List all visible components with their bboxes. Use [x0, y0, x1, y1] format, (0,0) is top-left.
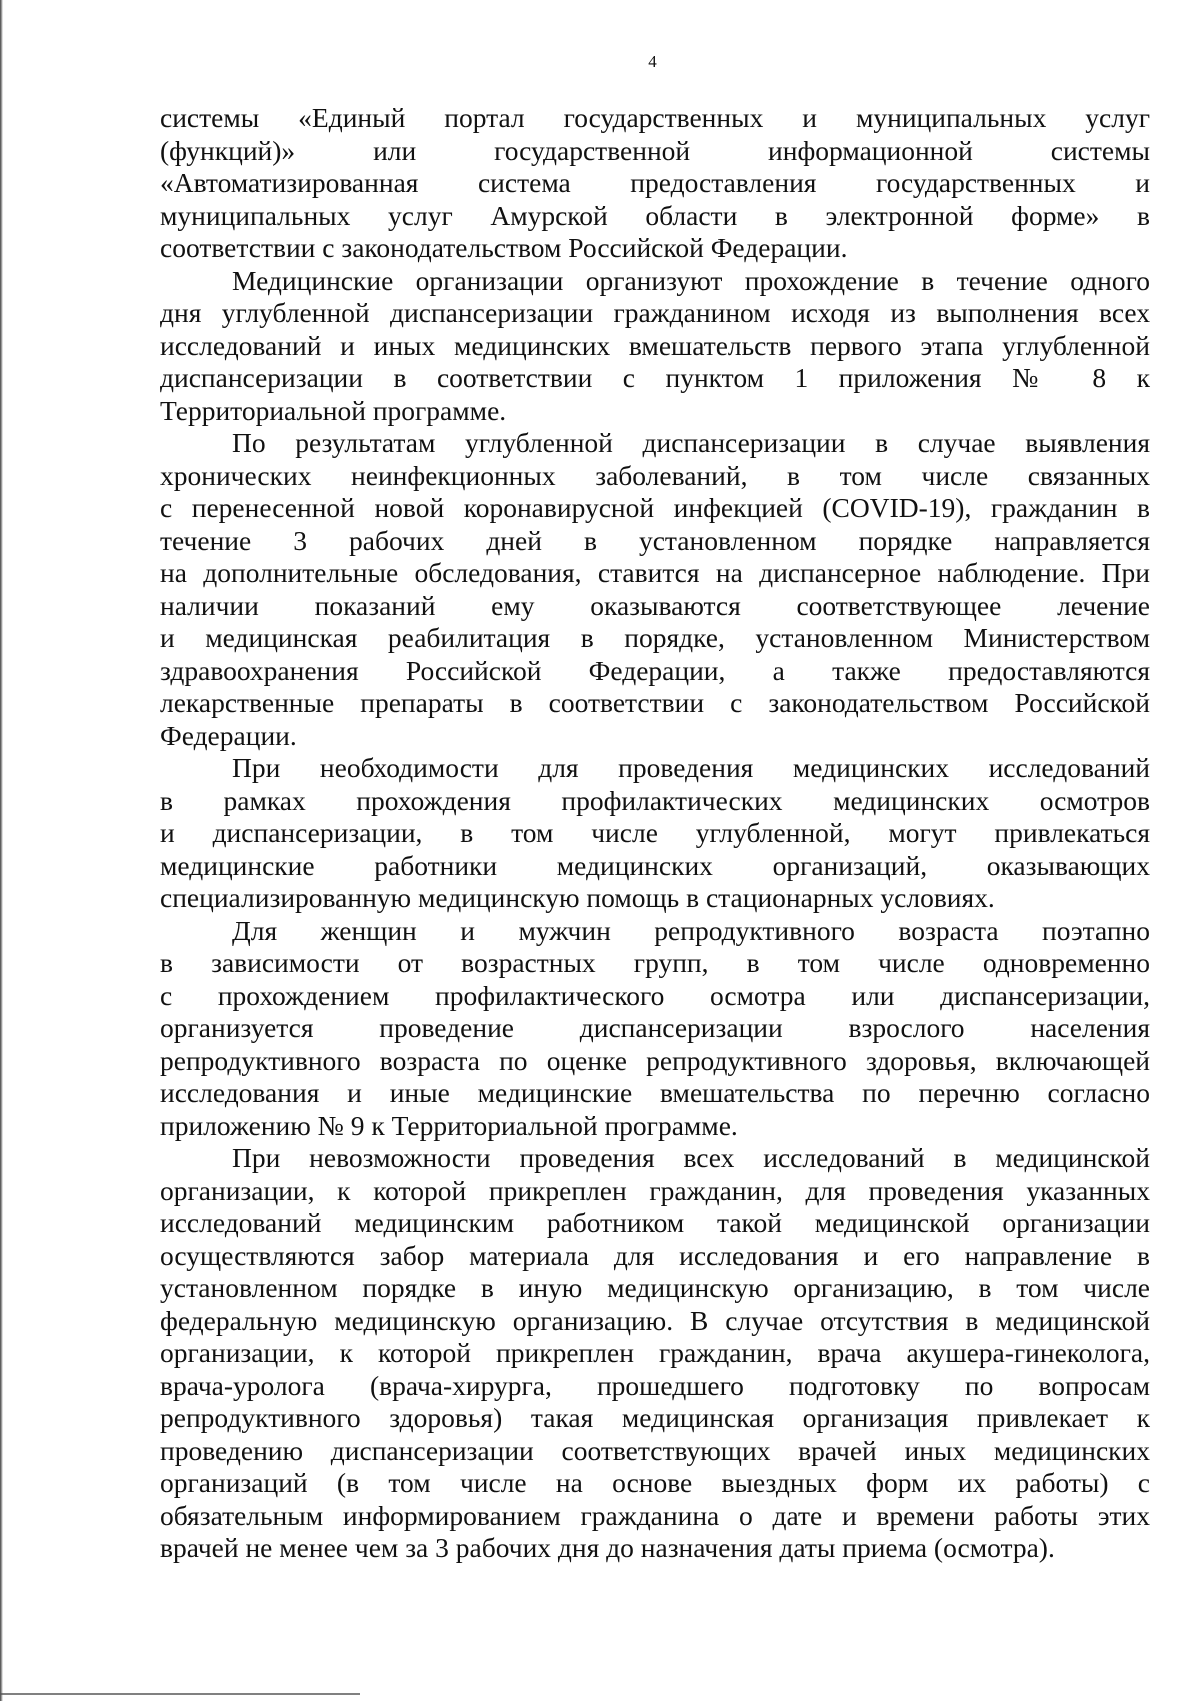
text-line: врача-уролога (врача-хирурга, прошедшего подготовку по вопросам: [160, 1369, 1150, 1401]
text-line: По результатам углубленной диспансеризации в случае выявления: [232, 427, 1150, 458]
text-line: с прохождением профилактического осмотра или диспансеризации,: [160, 979, 1150, 1011]
paragraph: [160, 427, 1150, 752]
paragraph: [160, 265, 1150, 428]
text-line: федеральную медицинскую организацию. В случае отсутствия в медицинской: [160, 1304, 1150, 1336]
text-line: репродуктивного возраста по оценке репродуктивного здоровья, включающей: [160, 1044, 1150, 1076]
text-line: специализированную медицинскую помощь в стационарных условиях.: [160, 882, 995, 913]
text-line: Федерации.: [160, 719, 297, 751]
page-number: 4: [648, 52, 657, 71]
scan-edge: [0, 0, 3, 1701]
text-line: наличии показаний ему оказываются соответствующее лечение: [160, 589, 1150, 621]
paragraph: [160, 915, 1150, 1143]
text-line: организации, к которой прикреплен гражданин, для проведения указанных: [160, 1174, 1150, 1206]
text-line: обязательным информированием гражданина о дате и времени работы этих: [160, 1499, 1150, 1531]
text-line: в рамках прохождения профилактических медицинских осмотров: [160, 784, 1150, 816]
text-line: При необходимости для проведения медицинских исследований: [232, 752, 1150, 783]
document-body: [160, 102, 1150, 1565]
footer-rule: [0, 1693, 360, 1695]
text-line: в зависимости от возрастных групп, в том числе одновременно: [160, 947, 1150, 978]
text-line: Медицинские организации организуют прохождение в течение одного: [232, 264, 1150, 296]
text-line: диспансеризации в соответствии с пунктом 1 приложения № 8 к: [160, 362, 1150, 393]
text-line: приложению № 9 к Территориальной программе.: [160, 1109, 738, 1141]
text-line: репродуктивного здоровья) такая медицинская организация привлекает к: [160, 1402, 1150, 1433]
text-line: муниципальных услуг Амурской области в электронной форме» в: [160, 199, 1150, 231]
text-line: исследований и иных медицинских вмешательств первого этапа углубленной: [160, 329, 1150, 361]
text-line: (функций)» или государственной информационной системы: [160, 134, 1150, 166]
text-line: и диспансеризации, в том числе углубленной, могут привлекаться: [160, 817, 1150, 848]
text-line: врачей не менее чем за 3 рабочих дня до назначения даты приема (осмотра).: [160, 1532, 1055, 1563]
text-line: дня углубленной диспансеризации гражданином исходя из выполнения всех: [160, 297, 1150, 328]
text-line: лекарственные препараты в соответствии с законодательством Российской: [160, 687, 1150, 718]
text-line: При невозможности проведения всех исследований в медицинской: [232, 1142, 1150, 1173]
text-line: системы «Единый портал государственных и муниципальных услуг: [160, 102, 1150, 133]
paragraph: [160, 752, 1150, 915]
text-line: и медицинская реабилитация в порядке, установленном Министерством: [160, 622, 1150, 653]
text-line: с перенесенной новой коронавирусной инфекцией (COVID-19), гражданин в: [160, 492, 1150, 523]
text-line: осуществляются забор материала для исследования и его направление в: [160, 1239, 1150, 1271]
text-line: установленном порядке в иную медицинскую организацию, в том числе: [160, 1272, 1150, 1303]
text-line: медицинские работники медицинских организаций, оказывающих: [160, 849, 1150, 881]
text-line: Для женщин и мужчин репродуктивного возраста поэтапно: [232, 914, 1150, 946]
text-line: здравоохранения Российской Федерации, а также предоставляются: [160, 654, 1150, 686]
text-line: организуется проведение диспансеризации взрослого населения: [160, 1012, 1150, 1043]
text-line: организаций (в том числе на основе выездных форм их работы) с: [160, 1467, 1150, 1498]
text-line: течение 3 рабочих дней в установленном порядке направляется: [160, 524, 1150, 556]
paragraph: [160, 1142, 1150, 1565]
text-line: хронических неинфекционных заболеваний, в том числе связанных: [160, 459, 1150, 491]
text-line: организации, к которой прикреплен гражданин, врача акушера-гинеколога,: [160, 1337, 1150, 1368]
text-line: «Автоматизированная система предоставления государственных и: [160, 167, 1150, 198]
text-line: соответствии с законодательством Российской Федерации.: [160, 232, 848, 263]
paragraph: [160, 102, 1150, 265]
text-line: исследования и иные медицинские вмешательства по перечню согласно: [160, 1077, 1150, 1108]
text-line: на дополнительные обследования, ставится на диспансерное наблюдение. При: [160, 557, 1150, 588]
text-line: Территориальной программе.: [160, 394, 507, 426]
text-line: исследований медицинским работником такой медицинской организации: [160, 1207, 1150, 1238]
text-line: проведению диспансеризации соответствующих врачей иных медицинских: [160, 1434, 1150, 1466]
